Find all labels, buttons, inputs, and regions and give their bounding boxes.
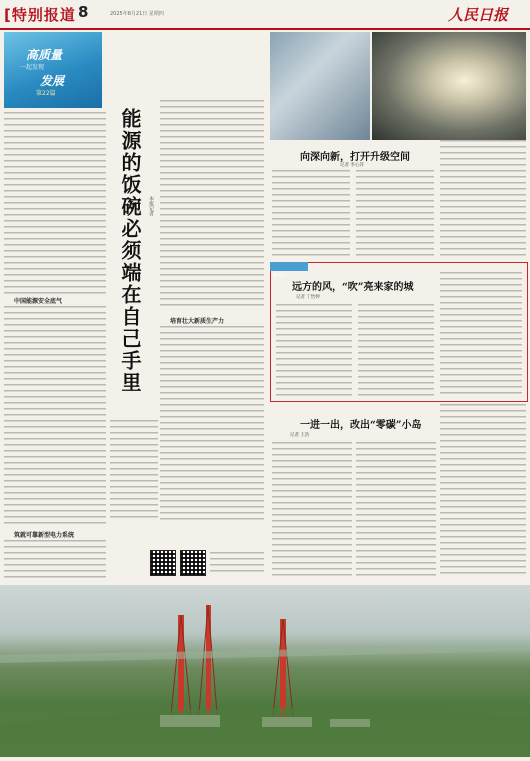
photo-tunnel [372, 32, 526, 140]
banner-title-2: 一起发现 [20, 64, 45, 71]
issue-date: 2025年8月21日 星期四 [110, 11, 164, 17]
qr-code-icon [180, 550, 206, 576]
photo-oil-field [0, 585, 530, 757]
section-byline-wind: 记者 丁怡婷 [296, 295, 320, 300]
section-byline-upgrade: 记者 李心萍 [340, 163, 364, 168]
article-body-island-2 [356, 442, 436, 578]
main-headline: 能源的饭碗必须端在自己手里 [118, 108, 142, 394]
article-body-wind-1 [276, 304, 352, 396]
banner-title-1: 高质量 [26, 48, 63, 62]
subhead-3: 培育壮大新质生产力 [170, 318, 225, 325]
article-body-upgrade-2 [356, 170, 434, 258]
section-title-upgrade: 向深向新，打开升级空间 [300, 152, 410, 163]
article-body-left-2 [4, 306, 106, 526]
section-title-wind: 远方的风，“吹”亮来家的城 [292, 282, 414, 293]
main-byline: 本报记者 [148, 196, 154, 216]
oil-rigs-illustration [0, 585, 530, 757]
article-body-right-1 [440, 140, 526, 258]
subhead-1: 中国能源安全底气 [14, 298, 63, 305]
section-label: [特别报道 [4, 6, 76, 24]
highlight-tag-label: 新闻二 [273, 273, 289, 279]
article-body-center-3 [110, 420, 158, 522]
section-byline-island: 记者 王浩 [290, 433, 310, 438]
qr-caption [210, 552, 264, 574]
page-number: 8 [78, 3, 89, 21]
article-body-right-2 [440, 404, 526, 578]
banner-title-4: 第22篇 [36, 90, 56, 97]
highlight-tag [270, 262, 308, 279]
subhead-2: 筑就可靠新型电力系统 [14, 532, 75, 539]
article-body-upgrade-1 [272, 170, 350, 258]
article-body-island-1 [272, 442, 352, 578]
newspaper-logo: 人民日报 [448, 6, 509, 24]
article-body-center-1 [160, 100, 264, 310]
article-body-wind-3 [440, 272, 522, 396]
photo-wind-equipment [270, 32, 370, 140]
article-body-center-2 [160, 326, 264, 522]
article-body-left-1 [4, 112, 106, 296]
qr-code-icon [150, 550, 176, 576]
section-title-island: 一进一出，改出“零碳”小岛 [300, 420, 422, 431]
article-body-left-3 [4, 540, 106, 582]
article-body-wind-2 [358, 304, 434, 396]
banner-title-3: 发展 [40, 74, 65, 88]
